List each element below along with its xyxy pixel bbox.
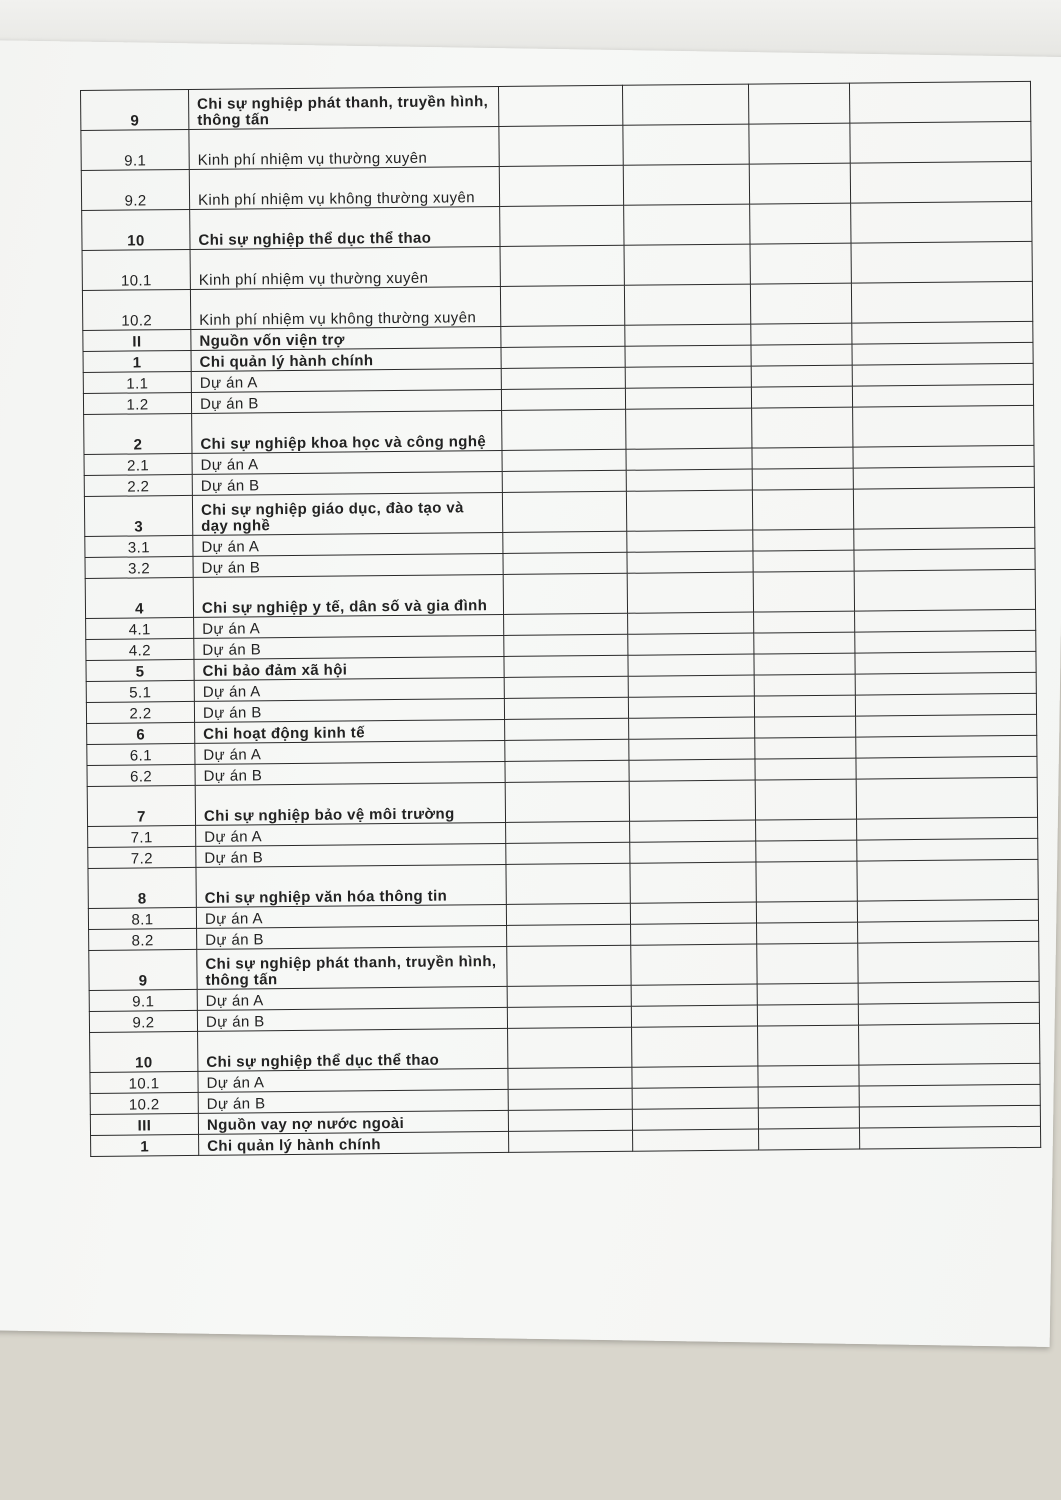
- value-cell: [755, 737, 856, 759]
- row-number-cell: 2.2: [84, 474, 192, 496]
- value-cell: [627, 530, 753, 552]
- row-number-cell: 8: [88, 867, 196, 908]
- value-cell: [750, 243, 851, 284]
- value-cell: [623, 164, 749, 205]
- value-cell: [856, 735, 1037, 758]
- value-cell: [629, 759, 755, 781]
- value-cell: [625, 387, 751, 409]
- value-cell: [854, 527, 1035, 550]
- value-cell: [750, 283, 851, 324]
- row-number-cell: 3.1: [85, 535, 193, 557]
- value-cell: [627, 572, 753, 613]
- value-cell: [626, 490, 752, 531]
- value-cell: [855, 693, 1036, 716]
- value-cell: [851, 281, 1032, 323]
- value-cell: [503, 531, 627, 553]
- value-cell: [505, 718, 629, 740]
- row-number-cell: 10.1: [90, 1071, 198, 1093]
- row-description-cell: Chi quản lý hành chính: [191, 347, 501, 371]
- value-cell: [756, 901, 857, 923]
- value-cell: [755, 758, 856, 780]
- row-number-cell: 3.2: [85, 556, 193, 578]
- value-cell: [505, 739, 629, 761]
- value-cell: [751, 323, 852, 345]
- table-container: [80, 81, 1045, 1157]
- value-cell: [854, 569, 1035, 611]
- value-cell: [628, 675, 754, 697]
- value-cell: [628, 612, 754, 634]
- value-cell: [853, 466, 1034, 489]
- row-number-cell: 5: [86, 659, 194, 681]
- value-cell: [508, 1027, 632, 1068]
- value-cell: [631, 923, 757, 945]
- budget-table-body: [81, 81, 1041, 1156]
- row-description-cell: Chi sự nghiệp bảo vệ môi trường: [195, 782, 505, 825]
- value-cell: [754, 632, 855, 654]
- row-description-cell: Dự án A: [193, 532, 503, 556]
- value-cell: [627, 551, 753, 573]
- value-cell: [855, 609, 1036, 632]
- value-cell: [631, 984, 757, 1006]
- row-number-cell: 6.1: [87, 743, 195, 765]
- value-cell: [852, 321, 1033, 344]
- value-cell: [628, 654, 754, 676]
- value-cell: [508, 1088, 632, 1110]
- row-description-cell: Dự án A: [192, 450, 502, 474]
- value-cell: [751, 386, 852, 408]
- value-cell: [852, 363, 1033, 386]
- value-cell: [501, 367, 625, 389]
- row-description-cell: Kinh phí nhiệm vụ không thường xuyên: [189, 166, 499, 209]
- value-cell: [857, 838, 1038, 861]
- value-cell: [854, 548, 1035, 571]
- value-cell: [504, 613, 628, 635]
- value-cell: [625, 345, 751, 367]
- value-cell: [754, 674, 855, 696]
- value-cell: [851, 241, 1032, 283]
- value-cell: [758, 1025, 859, 1066]
- row-description-cell: Dự án B: [192, 471, 502, 495]
- value-cell: [757, 983, 858, 1005]
- row-description-cell: Dự án B: [197, 925, 507, 949]
- value-cell: [858, 941, 1039, 983]
- row-description-cell: Dự án B: [197, 1007, 507, 1031]
- row-description-cell: Dự án B: [196, 843, 506, 867]
- value-cell: [758, 1107, 859, 1129]
- row-number-cell: 7.2: [88, 846, 196, 868]
- row-number-cell: 8.2: [89, 928, 197, 950]
- value-cell: [632, 1087, 758, 1109]
- value-cell: [755, 716, 856, 738]
- value-cell: [859, 1063, 1040, 1086]
- value-cell: [754, 695, 855, 717]
- value-cell: [625, 366, 751, 388]
- value-cell: [502, 491, 626, 532]
- row-number-cell: 7.1: [88, 825, 196, 847]
- row-number-cell: 1.1: [83, 371, 191, 393]
- value-cell: [751, 344, 852, 366]
- value-cell: [623, 124, 749, 165]
- row-description-cell: Dự án B: [191, 389, 501, 413]
- row-description-cell: Dự án B: [194, 635, 504, 659]
- row-description-cell: Dự án A: [191, 368, 501, 392]
- value-cell: [859, 1084, 1040, 1107]
- value-cell: [749, 123, 850, 164]
- row-description-cell: Dự án A: [196, 822, 506, 846]
- row-number-cell: 9.2: [89, 1010, 197, 1032]
- value-cell: [502, 409, 626, 450]
- value-cell: [629, 780, 755, 821]
- value-cell: [759, 1128, 860, 1150]
- row-description-cell: Chi sự nghiệp y tế, dân số và gia đình: [193, 574, 503, 617]
- value-cell: [505, 781, 629, 822]
- value-cell: [856, 756, 1037, 779]
- value-cell: [860, 1126, 1041, 1149]
- row-number-cell: 8.1: [88, 907, 196, 929]
- row-number-cell: II: [83, 329, 191, 351]
- value-cell: [857, 817, 1038, 840]
- value-cell: [629, 717, 755, 739]
- value-cell: [501, 346, 625, 368]
- row-number-cell: 4: [85, 577, 193, 618]
- value-cell: [507, 1006, 631, 1028]
- value-cell: [632, 1066, 758, 1088]
- row-description-cell: Chi sự nghiệp phát thanh, truyền hình, thông tấn: [188, 86, 498, 129]
- value-cell: [632, 1108, 758, 1130]
- value-cell: [853, 487, 1034, 529]
- value-cell: [630, 862, 756, 903]
- value-cell: [502, 449, 626, 471]
- row-number-cell: 2.1: [84, 453, 192, 475]
- row-description-cell: Kinh phí nhiệm vụ thường xuyên: [189, 126, 499, 169]
- value-cell: [504, 655, 628, 677]
- value-cell: [626, 448, 752, 470]
- value-cell: [750, 203, 851, 244]
- value-cell: [755, 779, 856, 820]
- value-cell: [504, 676, 628, 698]
- row-description-cell: Dự án B: [195, 761, 505, 785]
- value-cell: [507, 924, 631, 946]
- value-cell: [757, 1004, 858, 1026]
- value-cell: [753, 529, 854, 551]
- value-cell: [757, 943, 858, 984]
- row-number-cell: 9.1: [89, 989, 197, 1011]
- value-cell: [851, 201, 1032, 243]
- value-cell: [849, 81, 1030, 123]
- value-cell: [630, 820, 756, 842]
- value-cell: [752, 407, 853, 448]
- value-cell: [859, 1023, 1040, 1065]
- value-cell: [855, 672, 1036, 695]
- value-cell: [624, 244, 750, 285]
- row-number-cell: 5.1: [86, 680, 194, 702]
- value-cell: [506, 821, 630, 843]
- value-cell: [756, 861, 857, 902]
- value-cell: [507, 945, 631, 986]
- value-cell: [508, 1067, 632, 1089]
- value-cell: [628, 633, 754, 655]
- row-description-cell: Dự án A: [194, 614, 504, 638]
- row-description-cell: Kinh phí nhiệm vụ không thường xuyên: [190, 286, 500, 329]
- value-cell: [859, 1105, 1040, 1128]
- value-cell: [633, 1129, 759, 1151]
- value-cell: [853, 445, 1034, 468]
- value-cell: [751, 365, 852, 387]
- value-cell: [504, 697, 628, 719]
- value-cell: [752, 489, 853, 530]
- row-description-cell: Dự án A: [196, 904, 506, 928]
- value-cell: [853, 405, 1034, 447]
- value-cell: [749, 163, 850, 204]
- row-description-cell: Dự án B: [198, 1089, 508, 1113]
- value-cell: [855, 630, 1036, 653]
- row-description-cell: Chi sự nghiệp thể dục thể thao: [190, 206, 500, 249]
- row-number-cell: 6: [87, 722, 195, 744]
- row-number-cell: 4.1: [86, 617, 194, 639]
- value-cell: [754, 653, 855, 675]
- row-number-cell: 7: [87, 785, 195, 826]
- row-description-cell: Dự án B: [194, 698, 504, 722]
- value-cell: [630, 902, 756, 924]
- row-number-cell: 10: [82, 209, 190, 250]
- value-cell: [508, 1109, 632, 1131]
- row-description-cell: Chi sự nghiệp giáo dục, đào tạo và dạy nghề: [192, 492, 502, 535]
- value-cell: [850, 161, 1031, 203]
- row-description-cell: Dự án A: [197, 986, 507, 1010]
- value-cell: [507, 985, 631, 1007]
- value-cell: [857, 859, 1038, 901]
- value-cell: [748, 83, 849, 124]
- value-cell: [858, 920, 1039, 943]
- row-number-cell: 9.2: [81, 169, 189, 210]
- value-cell: [856, 714, 1037, 737]
- value-cell: [506, 903, 630, 925]
- row-number-cell: 4.2: [86, 638, 194, 660]
- value-cell: [498, 85, 622, 126]
- value-cell: [505, 760, 629, 782]
- row-description-cell: Dự án B: [193, 553, 503, 577]
- row-number-cell: 2: [84, 413, 192, 454]
- value-cell: [758, 1086, 859, 1108]
- row-description-cell: Chi bảo đảm xã hội: [194, 656, 504, 680]
- value-cell: [754, 611, 855, 633]
- value-cell: [626, 469, 752, 491]
- row-description-cell: Chi sự nghiệp phát thanh, truyền hình, thông tấn: [197, 946, 507, 989]
- row-number-cell: 9: [89, 949, 197, 990]
- value-cell: [503, 552, 627, 574]
- value-cell: [509, 1130, 633, 1152]
- row-number-cell: 3: [84, 495, 192, 536]
- row-number-cell: 2.2: [86, 701, 194, 723]
- row-description-cell: Kinh phí nhiệm vụ thường xuyên: [190, 246, 500, 289]
- row-number-cell: 1: [83, 350, 191, 372]
- row-number-cell: 9: [81, 89, 189, 130]
- value-cell: [500, 285, 624, 326]
- value-cell: [631, 1005, 757, 1027]
- row-description-cell: Chi sự nghiệp thể dục thể thao: [198, 1028, 508, 1071]
- row-description-cell: Chi sự nghiệp văn hóa thông tin: [196, 864, 506, 907]
- value-cell: [504, 634, 628, 656]
- row-description-cell: Chi sự nghiệp khoa học và công nghệ: [192, 410, 502, 453]
- value-cell: [857, 899, 1038, 922]
- row-description-cell: Chi quản lý hành chính: [199, 1131, 509, 1155]
- value-cell: [758, 1065, 859, 1087]
- row-number-cell: 1: [91, 1134, 199, 1156]
- row-number-cell: 6.2: [87, 764, 195, 786]
- value-cell: [756, 840, 857, 862]
- value-cell: [632, 1026, 758, 1067]
- row-number-cell: 10.2: [90, 1092, 198, 1114]
- value-cell: [855, 651, 1036, 674]
- value-cell: [858, 981, 1039, 1004]
- row-number-cell: 9.1: [81, 129, 189, 170]
- value-cell: [499, 125, 623, 166]
- value-cell: [628, 696, 754, 718]
- value-cell: [506, 842, 630, 864]
- value-cell: [858, 1002, 1039, 1025]
- row-number-cell: III: [90, 1113, 198, 1135]
- value-cell: [624, 204, 750, 245]
- row-description-cell: Nguồn vay nợ nước ngoài: [198, 1110, 508, 1134]
- row-number-cell: 10: [90, 1031, 198, 1072]
- value-cell: [630, 841, 756, 863]
- value-cell: [625, 324, 751, 346]
- value-cell: [852, 384, 1033, 407]
- value-cell: [752, 468, 853, 490]
- value-cell: [852, 342, 1033, 365]
- value-cell: [856, 777, 1037, 819]
- value-cell: [757, 922, 858, 944]
- value-cell: [503, 573, 627, 614]
- value-cell: [502, 470, 626, 492]
- value-cell: [501, 388, 625, 410]
- value-cell: [753, 550, 854, 572]
- value-cell: [626, 408, 752, 449]
- value-cell: [500, 245, 624, 286]
- row-number-cell: 10.2: [82, 289, 190, 330]
- value-cell: [752, 447, 853, 469]
- value-cell: [850, 121, 1031, 163]
- value-cell: [622, 84, 748, 125]
- value-cell: [500, 205, 624, 246]
- row-number-cell: 10.1: [82, 249, 190, 290]
- row-description-cell: Dự án A: [198, 1068, 508, 1092]
- row-number-cell: 1.2: [83, 392, 191, 414]
- value-cell: [753, 571, 854, 612]
- row-description-cell: Nguồn vốn viện trợ: [191, 326, 501, 350]
- value-cell: [756, 819, 857, 841]
- value-cell: [501, 325, 625, 347]
- value-cell: [499, 165, 623, 206]
- row-description-cell: Dự án A: [195, 740, 505, 764]
- value-cell: [506, 863, 630, 904]
- row-description-cell: Chi hoạt động kinh tế: [195, 719, 505, 743]
- budget-table: [80, 81, 1041, 1157]
- value-cell: [631, 944, 757, 985]
- value-cell: [629, 738, 755, 760]
- row-description-cell: Dự án A: [194, 677, 504, 701]
- value-cell: [624, 284, 750, 325]
